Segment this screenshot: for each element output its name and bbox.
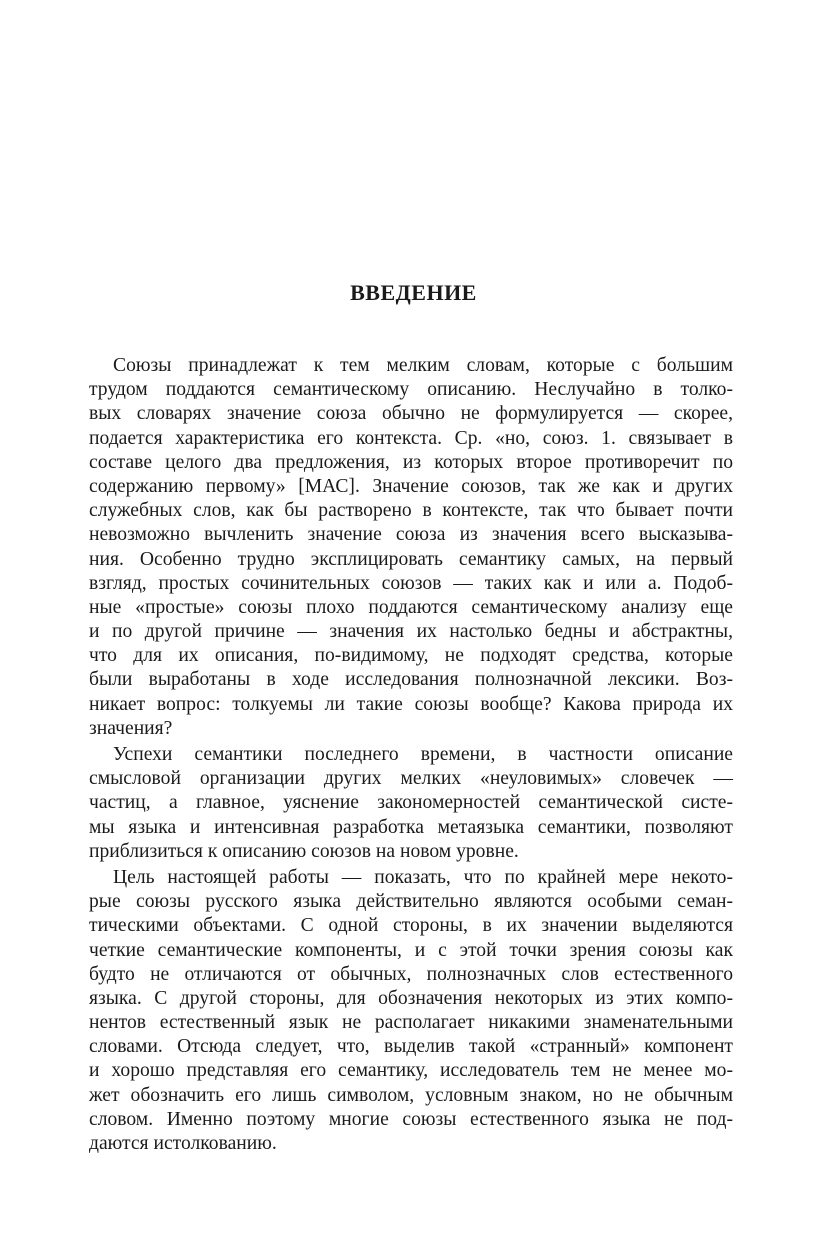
paragraph-1 [89, 354, 733, 741]
text-line: нентов естественный язык не располагает никакими знаменательными [89, 1012, 733, 1034]
text-line: Цель настоящей работы — показать, что по крайней мере некото- [113, 866, 733, 888]
text-line: смысловой организации других мелких «неуловимых» словечек — [89, 768, 733, 790]
text-line: никает вопрос: толкуемы ли такие союзы вообще? Какова природа их [89, 693, 733, 715]
text-line: словами. Отсюда следует, что, выделив такой «странный» компонент [89, 1036, 733, 1058]
text-line: языка. С другой стороны, для обозначения некоторых из этих компо- [89, 987, 733, 1009]
text-line: рые союзы русского языка действительно являются особыми семан- [89, 891, 733, 913]
text-line: словом. Именно поэтому многие союзы естественного языка не под- [89, 1108, 733, 1130]
text-line: и хорошо представляя его семантику, исследователь тем не менее мо- [89, 1060, 733, 1082]
text-line: содержанию первому» [МАС]. Значение союзов, так же как и других [89, 475, 733, 497]
text-line: и по другой причине — значения их настолько бедны и абстрактны, [89, 621, 733, 643]
paragraph-3 [89, 866, 733, 1156]
text-line: подается характеристика его контекста. Ср. «но, союз. 1. связывает в [89, 427, 733, 449]
body-text [89, 354, 733, 1156]
text-line: частиц, а главное, уяснение закономерностей семантической систе- [89, 792, 733, 814]
text-line: будто не отличаются от обычных, полнозначных слов естественного [89, 963, 733, 985]
text-line: были выработаны в ходе исследования полнозначной лексики. Воз- [89, 669, 733, 691]
text-line: составе целого два предложения, из которых второе противоречит по [89, 451, 733, 473]
text-line: тическими объектами. С одной стороны, в их значении выделяются [89, 915, 733, 937]
text-line: мы языка и интенсивная разработка метаязыка семантики, позволяют [89, 816, 733, 838]
text-line: ния. Особенно трудно эксплицировать семантику самых, на первый [89, 548, 733, 570]
text-line: Успехи семантики последнего времени, в частности описание [113, 744, 733, 765]
text-line: четкие семантические компоненты, и с этой точки зрения союзы как [89, 939, 733, 961]
text-line: жет обозначить его лишь символом, условным знаком, но не обычным [89, 1084, 733, 1106]
text-line: Союзы принадлежат к тем мелким словам, которые с большим [113, 355, 733, 376]
text-line: трудом поддаются семантическому описанию. Неслучайно в толко- [89, 379, 733, 401]
text-line: вых словарях значение союза обычно не формулируется — скорее, [89, 403, 733, 425]
text-line: ные «простые» союзы плохо поддаются семантическому анализу еще [89, 596, 733, 618]
text-line: приблизиться к описанию союзов на новом уровне. [89, 840, 519, 862]
paragraph-2 [89, 743, 733, 864]
text-line: взгляд, простых сочинительных союзов — таких как и или а. Подоб- [89, 572, 733, 594]
text-line: что для их описания, по-видимому, не подходят средства, которые [89, 645, 733, 667]
text-line: невозможно вычленить значение союза из значения всего высказыва- [89, 524, 733, 546]
text-line: служебных слов, как бы растворено в контексте, так что бывает почти [89, 500, 733, 522]
page-title: ВВЕДЕНИЕ [350, 280, 477, 305]
text-line: даются истолкованию. [89, 1133, 277, 1154]
text-line: значения? [89, 717, 173, 739]
